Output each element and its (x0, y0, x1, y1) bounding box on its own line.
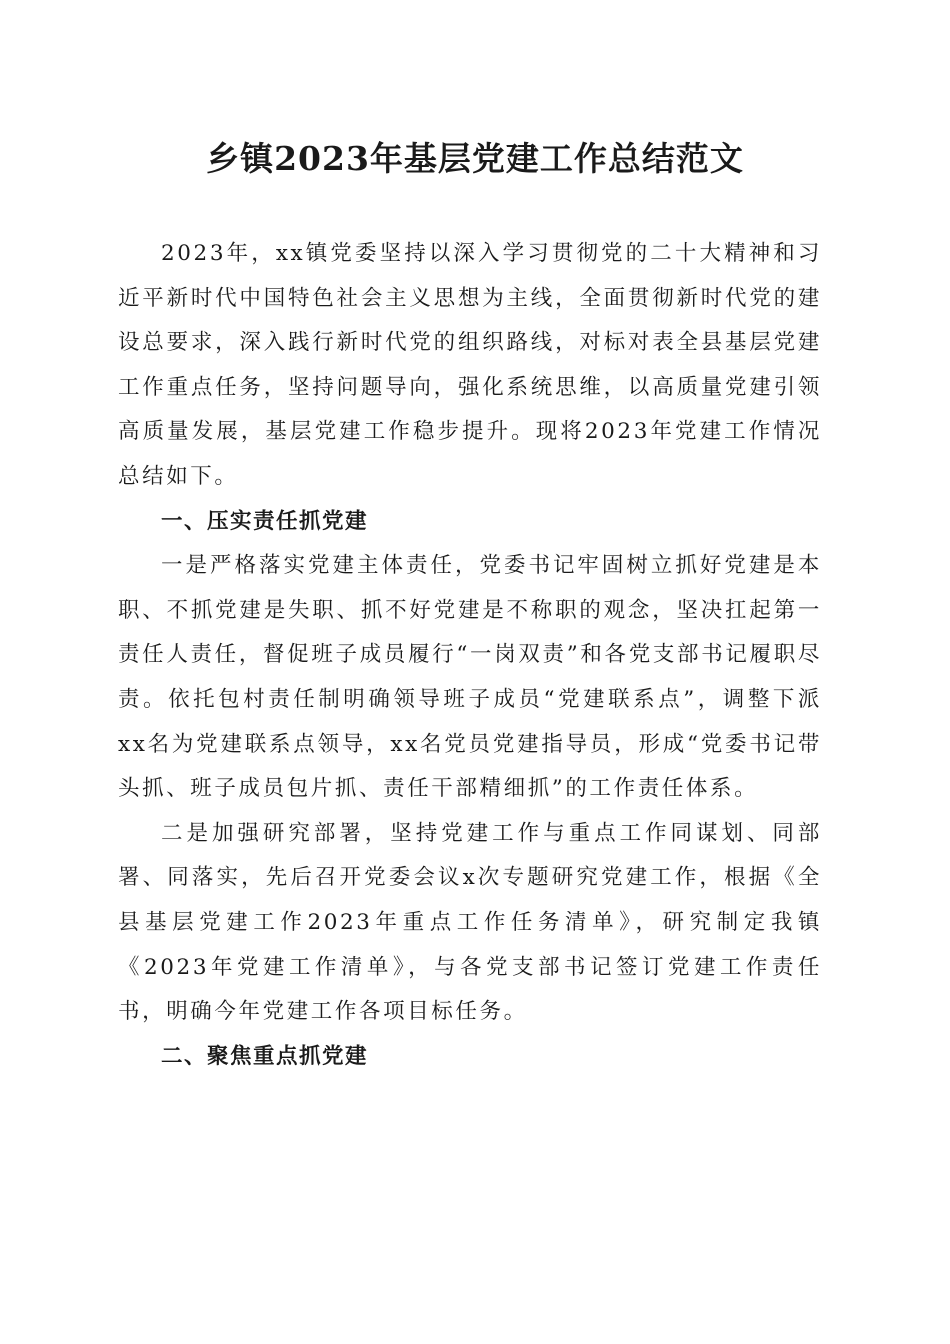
section-1-paragraph-2: 二是加强研究部署，坚持党建工作与重点工作同谋划、同部署、同落实，先后召开党委会议x次专题研究党建工作，根据《全县基层党建工作2023年重点工作任务清单》，研究制定我镇《2023年党建工作清单》，与各党支部书记签订党建工作责任书，明确今年党建工作各项目标任务。 (118, 820, 822, 1025)
document-body (118, 232, 822, 1079)
section-2-heading: 二、聚焦重点抓党建 (161, 1043, 369, 1069)
intro-paragraph: 2023年，xx镇党委坚持以深入学习贯彻党的二十大精神和习近平新时代中国特色社会主义思想为主线，全面贯彻新时代党的建设总要求，深入践行新时代党的组织路线，对标对表全县基层党建工作重点任务，坚持问题导向，强化系统思维，以高质量党建引领高质量发展，基层党建工作稳步提升。现将2023年党建工作情况总结如下。 (118, 241, 822, 489)
document-title: 乡镇2023年基层党建工作总结范文 (206, 139, 744, 178)
section-1-heading: 一、压实责任抓党建 (161, 508, 369, 534)
section-1-paragraph-1: 一是严格落实党建主体责任，党委书记牢固树立抓好党建是本职、不抓党建是失职、抓不好党建是不称职的观念，坚决扛起第一责任人责任，督促班子成员履行“一岗双责”和各党支部书记履职尽责。依托包村责任制明确领导班子成员“党建联系点”，调整下派xx名为党建联系点领导，xx名党员党建指导员，形成“党委书记带头抓、班子成员包片抓、责任干部精细抓”的工作责任体系。 (118, 553, 822, 802)
